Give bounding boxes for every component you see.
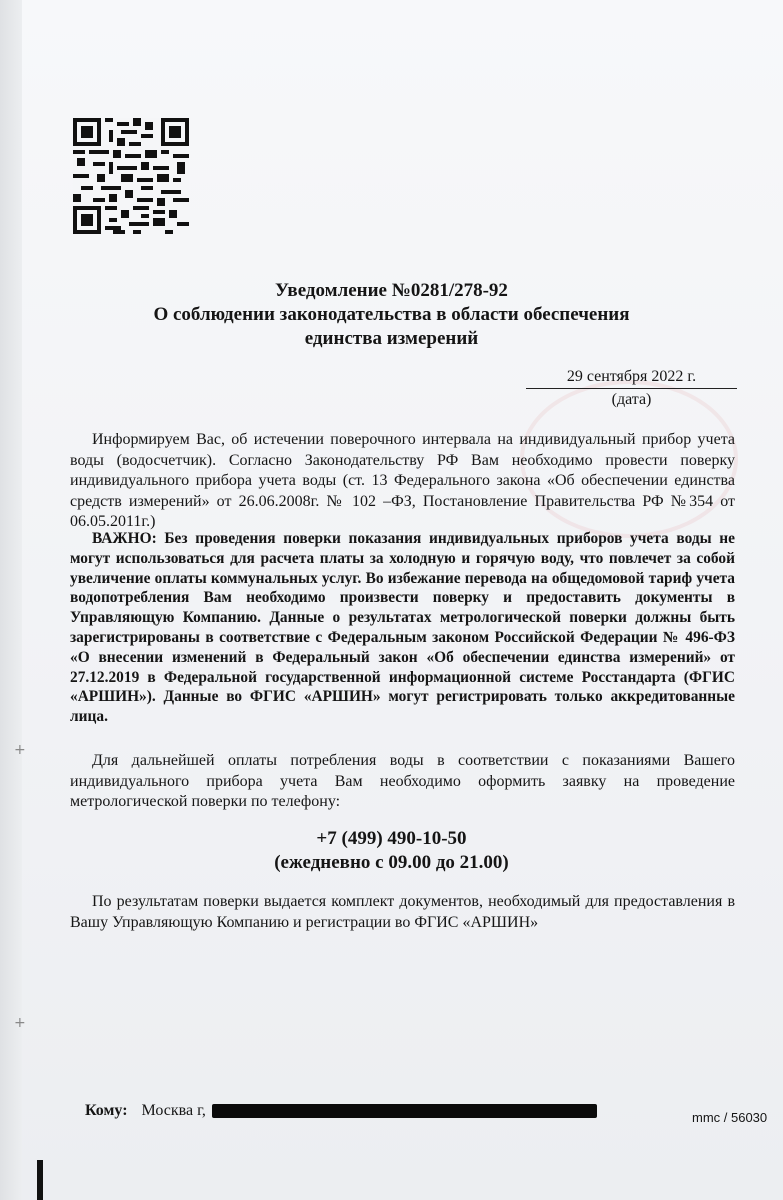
recipient-label: Кому: [85, 1102, 128, 1119]
date-value: 29 сентября 2022 г. [526, 368, 737, 389]
notice-title: Уведомление №0281/278-92 [275, 280, 508, 301]
date-label: (дата) [611, 391, 652, 408]
document-code: mmc / 56030 [692, 1110, 768, 1125]
paragraph-results: По результатам поверки выдается комплект документов, необходимый для предоставления в Вашу Управляющую Компанию и регистрации во ФГИС «АРШИН» [70, 893, 735, 931]
working-hours: (ежедневно с 09.00 до 21.00) [274, 852, 509, 873]
redacted-address [212, 1104, 597, 1118]
phone-number: +7 (499) 490-10-50 [316, 828, 467, 849]
crosshair-mark: + [14, 742, 26, 758]
paragraph-intro: Информируем Вас, об истечении поверочного интервала на индивидуальный прибор учета воды (водосчетчик). Согласно Законодательству РФ Вам необходимо провести поверку индивидуального прибора учета воды (ст. 13 Федерального закона «Об обеспечении единства средств измерений» от 26.06.2008г. № 102 –ФЗ, Постановление Правительства РФ №354 от 06.05.2011г.) [70, 431, 735, 530]
recipient-city: Москва г, [141, 1102, 206, 1119]
notice-subtitle-line1: О соблюдении законодательства в области обеспечения [153, 304, 630, 325]
crosshair-mark: + [14, 1015, 26, 1031]
paragraph-important: ВАЖНО: Без проведения поверки показания индивидуальных приборов учета воды не могут использоваться для расчета платы за холодную и горячую воду, что повлечет за собой увеличение оплаты коммунальных услуг. Во избежание перевода на общедомовой тариф учета водопотребления Вам необходимо произвести поверку и предоставить документы в Управляющую Компанию. Данные о результатах метрологической поверки должны быть зарегистрированы в соответствие с Федеральным законом Российской Федерации № 496-ФЗ «О внесении изменений в Федеральный закон «Об обеспечении единства измерений» от 27.12.2019 в Федеральной государственной информационной системе Росстандарта (ФГИС «АРШИН»). Данные во ФГИС «АРШИН» могут регистрировать только аккредитованные лица. [70, 530, 735, 726]
date-block [526, 368, 737, 409]
notice-subtitle-line2: единства измерений [304, 328, 479, 349]
scan-mark [37, 1160, 43, 1200]
paragraph-instructions: Для дальнейшей оплаты потребления воды в соответствии с показаниями Вашего индивидуального прибора учета Вам необходимо оформить заявку на проведение метрологической поверки по телефону: [70, 752, 735, 810]
qr-code-icon [73, 118, 189, 234]
recipient-line [85, 1102, 206, 1120]
